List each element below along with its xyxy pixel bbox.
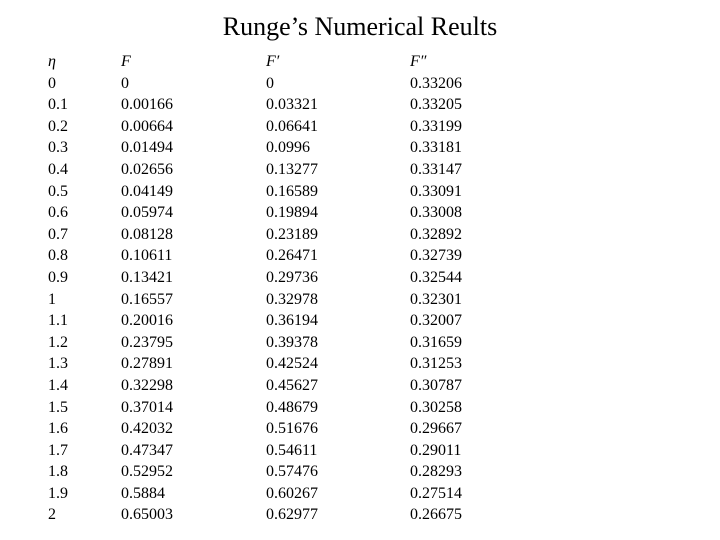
table-cell: 0.0996 xyxy=(266,139,310,157)
table-cell: 0.47347 xyxy=(121,441,173,459)
table-cell: 0.31659 xyxy=(410,333,462,351)
column-f-double-prime xyxy=(410,51,530,526)
column-f-prime xyxy=(266,51,410,526)
table-cell: 0.42032 xyxy=(121,420,173,438)
table-cell: 0.27514 xyxy=(410,484,462,502)
table-cell: 0 xyxy=(266,74,274,92)
column-header: η xyxy=(48,53,56,70)
table-cell: 0.52952 xyxy=(121,463,173,481)
table-cell: 1.5 xyxy=(48,398,68,416)
table-cell: 0.33199 xyxy=(410,117,462,135)
table-cell: 0.37014 xyxy=(121,398,173,416)
table-cell: 1.6 xyxy=(48,420,68,438)
table-cell: 0.62977 xyxy=(266,506,318,524)
table-cell: 0.01494 xyxy=(121,139,173,157)
table-cell: 0.2 xyxy=(48,117,68,135)
table-cell: 0.7 xyxy=(48,225,68,243)
table-cell: 0.32978 xyxy=(266,290,318,308)
table-cell: 1 xyxy=(48,290,56,308)
table-cell: 0.30787 xyxy=(410,376,462,394)
table-cell: 0.4 xyxy=(48,160,68,178)
column-header: F xyxy=(121,53,131,70)
column-f xyxy=(121,51,266,526)
table-cell: 1.7 xyxy=(48,441,68,459)
table-cell: 0.31253 xyxy=(410,355,462,373)
table-cell: 1.3 xyxy=(48,355,68,373)
table-cell: 0.8 xyxy=(48,247,68,265)
table-cell: 0.04149 xyxy=(121,182,173,200)
table-cell: 0.33147 xyxy=(410,160,462,178)
table-cell: 0.13421 xyxy=(121,268,173,286)
table-cell: 1.2 xyxy=(48,333,68,351)
table-cell: 0.57476 xyxy=(266,463,318,481)
table-cell: 0.33206 xyxy=(410,74,462,92)
table-cell: 0.28293 xyxy=(410,463,462,481)
table-cell: 0.26471 xyxy=(266,247,318,265)
table-cell: 0.00664 xyxy=(121,117,173,135)
table-cell: 0.19894 xyxy=(266,204,318,222)
table-cell: 0.06641 xyxy=(266,117,318,135)
table-cell: 0.23795 xyxy=(121,333,173,351)
table-cell: 0.27891 xyxy=(121,355,173,373)
column-header: F′ xyxy=(266,53,280,70)
table-cell: 0.30258 xyxy=(410,398,462,416)
table-cell: 0.32739 xyxy=(410,247,462,265)
table-cell: 0.20016 xyxy=(121,312,173,330)
column-header: F″ xyxy=(410,53,427,70)
table-cell: 0.3 xyxy=(48,139,68,157)
table-cell: 0.29011 xyxy=(410,441,462,459)
table-cell: 0.32892 xyxy=(410,225,462,243)
table-cell: 0.00166 xyxy=(121,96,173,114)
table-cell: 0.9 xyxy=(48,268,68,286)
table-cell: 0.33181 xyxy=(410,139,462,157)
table-cell: 0.16557 xyxy=(121,290,173,308)
table-cell: 0.33205 xyxy=(410,96,462,114)
table-cell: 0.48679 xyxy=(266,398,318,416)
table-cell: 0.08128 xyxy=(121,225,173,243)
table-cell: 0.29667 xyxy=(410,420,462,438)
table-cell: 0.10611 xyxy=(121,247,173,265)
table-cell: 2 xyxy=(48,506,56,524)
table-cell: 0.32301 xyxy=(410,290,462,308)
table-cell: 1.4 xyxy=(48,376,68,394)
table-cell: 0.45627 xyxy=(266,376,318,394)
table-cell: 1.8 xyxy=(48,463,68,481)
table-cell: 0.42524 xyxy=(266,355,318,373)
table-cell: 1.9 xyxy=(48,484,68,502)
table-cell: 0.5 xyxy=(48,182,68,200)
table-cell: 0.03321 xyxy=(266,96,318,114)
table-cell: 0.33008 xyxy=(410,204,462,222)
table-cell: 0.6 xyxy=(48,204,68,222)
table-cell: 0.39378 xyxy=(266,333,318,351)
table-cell: 0.05974 xyxy=(121,204,173,222)
table-cell: 0 xyxy=(48,74,56,92)
table-cell: 1.1 xyxy=(48,312,68,330)
table-cell: 0.60267 xyxy=(266,484,318,502)
table-cell: 0.23189 xyxy=(266,225,318,243)
table-cell: 0.54611 xyxy=(266,441,318,459)
table-cell: 0.5884 xyxy=(121,484,165,502)
table-cell: 0.32298 xyxy=(121,376,173,394)
table-cell: 0.13277 xyxy=(266,160,318,178)
table-cell: 0.1 xyxy=(48,96,68,114)
table-cell: 0.02656 xyxy=(121,160,173,178)
table-cell: 0.51676 xyxy=(266,420,318,438)
table-cell: 0.26675 xyxy=(410,506,462,524)
table-cell: 0.32007 xyxy=(410,312,462,330)
column-eta xyxy=(48,51,121,526)
page-title: Runge’s Numerical Reults xyxy=(222,12,498,41)
table-cell: 0.36194 xyxy=(266,312,318,330)
table-cell: 0.32544 xyxy=(410,268,462,286)
table-cell: 0.33091 xyxy=(410,182,462,200)
table-cell: 0.65003 xyxy=(121,506,173,524)
table-cell: 0.16589 xyxy=(266,182,318,200)
table-cell: 0 xyxy=(121,74,129,92)
table-cell: 0.29736 xyxy=(266,268,318,286)
results-table xyxy=(48,51,530,526)
